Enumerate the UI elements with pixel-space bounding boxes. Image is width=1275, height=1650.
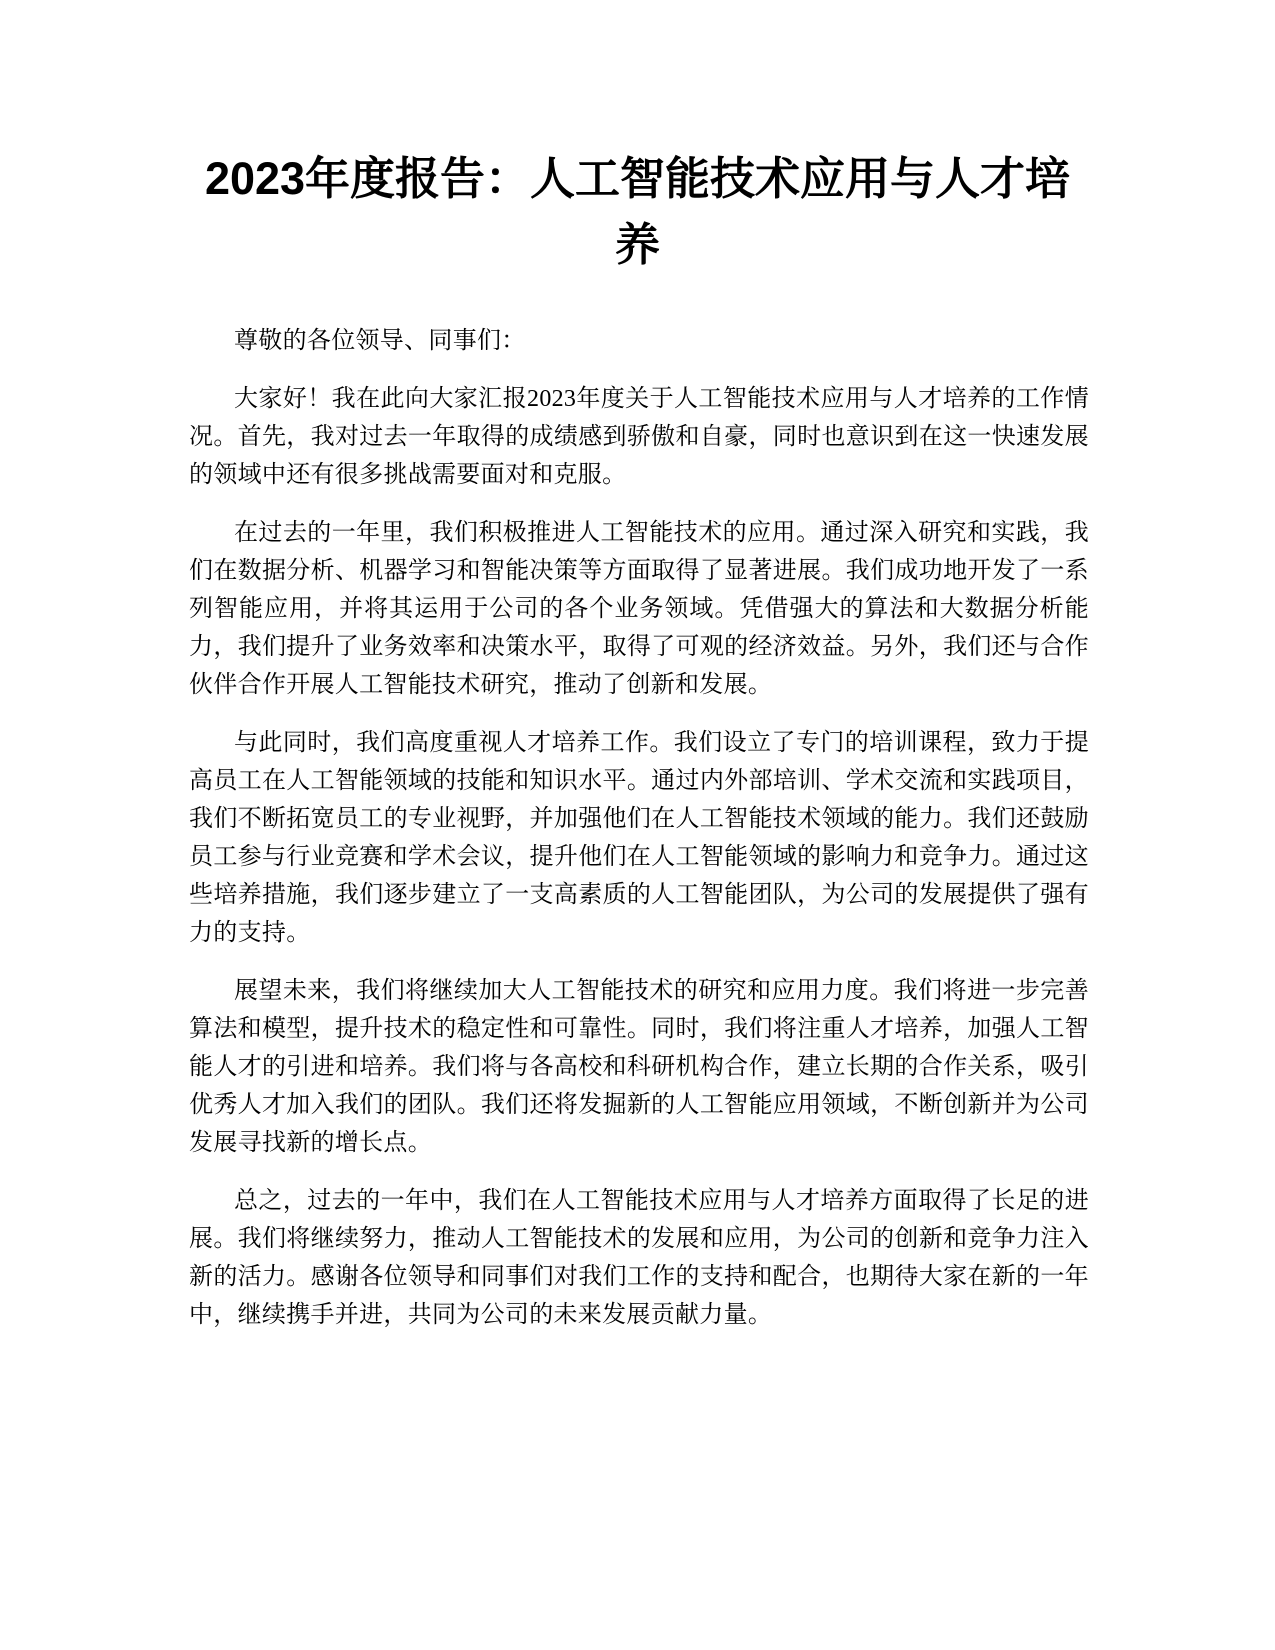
paragraph-ai-application: 在过去的一年里，我们积极推进人工智能技术的应用。通过深入研究和实践，我们在数据分析、机器学习和智能决策等方面取得了显著进展。我们成功地开发了一系列智能应用，并将其运用于公司的各个业务领域。凭借强大的算法和大数据分析能力，我们提升了业务效率和决策水平，取得了可观的经济效益。另外，我们还与合作伙伴合作开展人工智能技术研究，推动了创新和发展。 [189,520,1089,698]
paragraph-intro: 大家好！我在此向大家汇报2023年度关于人工智能技术应用与人才培养的工作情况。首先，我对过去一年取得的成绩感到骄傲和自豪，同时也意识到在这一快速发展的领域中还有很多挑战需要面对和克服。 [189,386,1089,488]
paragraph-talent-training: 与此同时，我们高度重视人才培养工作。我们设立了专门的培训课程，致力于提高员工在人工智能领域的技能和知识水平。通过内外部培训、学术交流和实践项目，我们不断拓宽员工的专业视野，并加强他们在人工智能技术领域的能力。我们还鼓励员工参与行业竞赛和学术会议，提升他们在人工智能领域的影响力和竞争力。通过这些培养措施，我们逐步建立了一支高素质的人工智能团队，为公司的发展提供了强有力的支持。 [189,730,1089,946]
paragraph-outlook: 展望未来，我们将继续加大人工智能技术的研究和应用力度。我们将进一步完善算法和模型，提升技术的稳定性和可靠性。同时，我们将注重人才培养，加强人工智能人才的引进和培养。我们将与各高校和科研机构合作，建立长期的合作关系，吸引优秀人才加入我们的团队。我们还将发掘新的人工智能应用领域，不断创新并为公司发展寻找新的增长点。 [189,978,1089,1156]
document-body [189,322,1089,1354]
document-title: 2023年度报告：人工智能技术应用与人才培养 [204,153,1071,270]
paragraph-conclusion: 总之，过去的一年中，我们在人工智能技术应用与人才培养方面取得了长足的进展。我们将继续努力，推动人工智能技术的发展和应用，为公司的创新和竞争力注入新的活力。感谢各位领导和同事们对我们工作的支持和配合，也期待大家在新的一年中，继续携手并进，共同为公司的未来发展贡献力量。 [189,1188,1089,1328]
salutation: 尊敬的各位领导、同事们： [234,328,526,354]
